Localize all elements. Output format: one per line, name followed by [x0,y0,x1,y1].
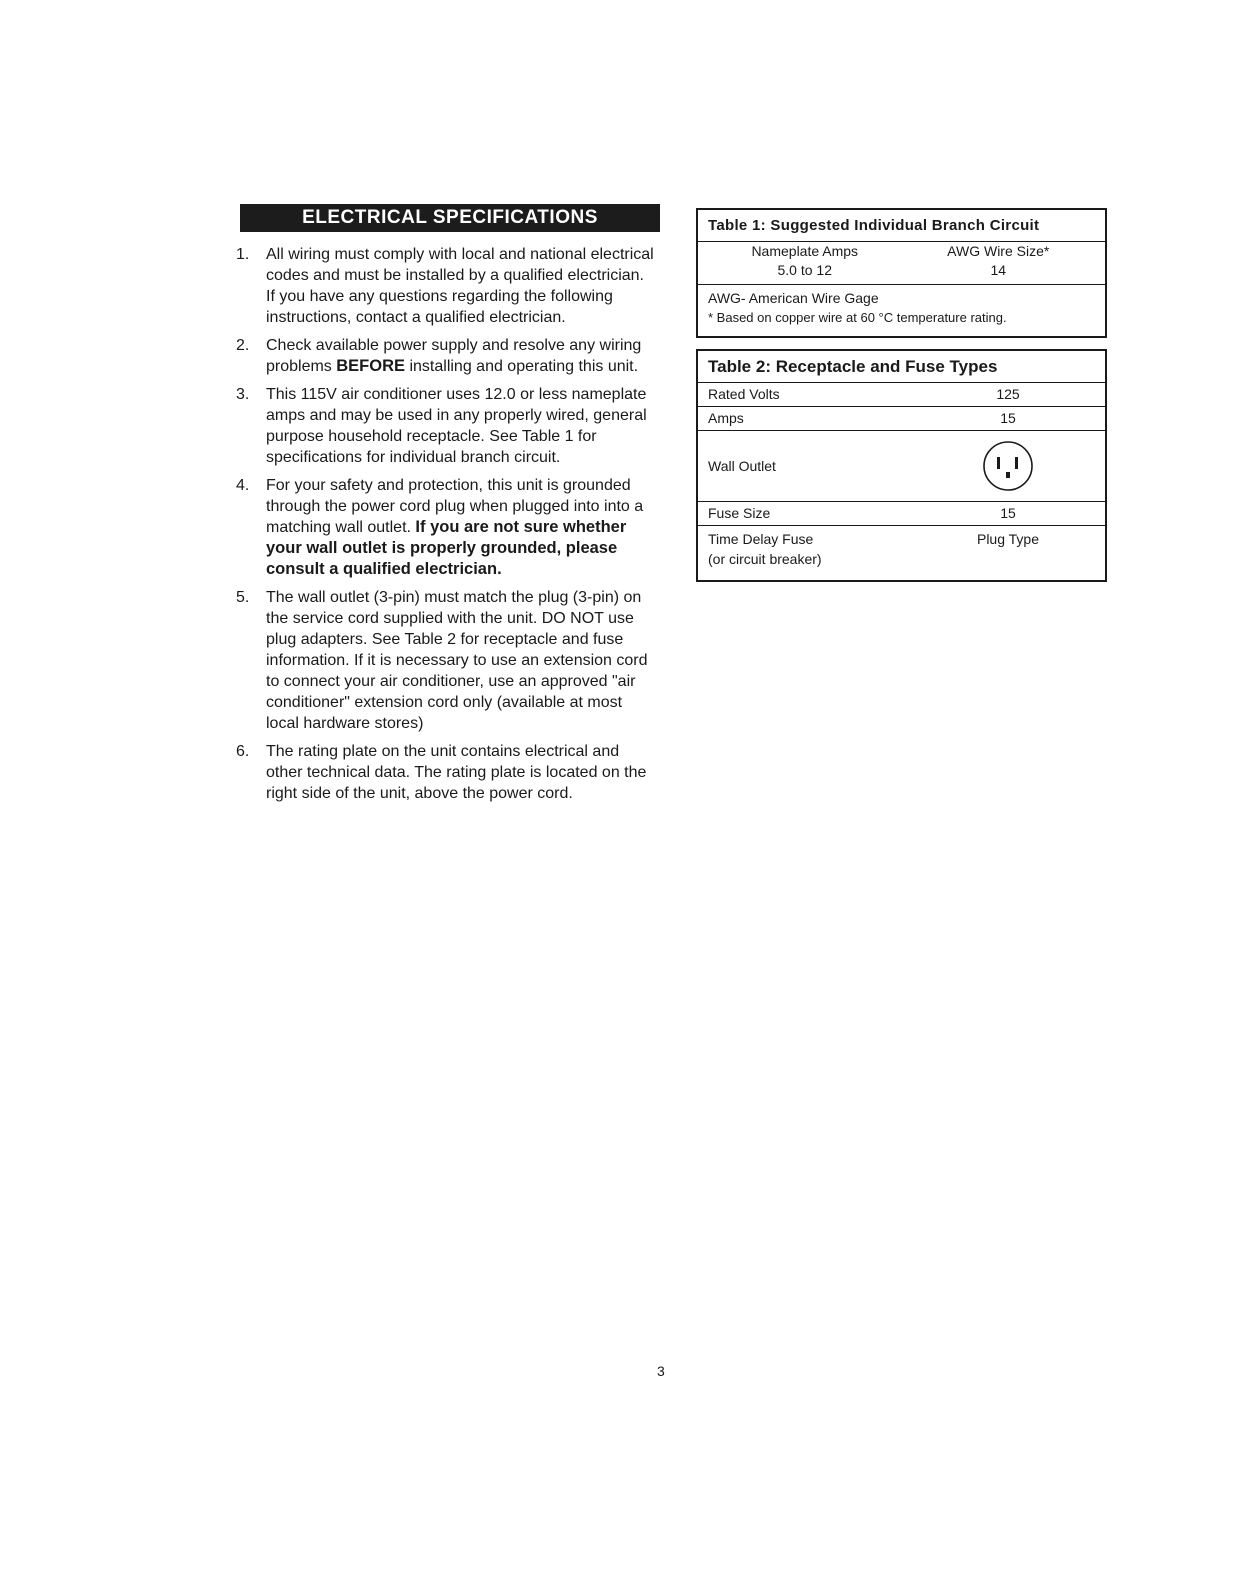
row-sublabel: (or circuit breaker) [708,551,822,567]
step-text: This 115V air conditioner uses 12.0 or less nameplate amps and may be used in any properly wired, general purpose household receptacle. See Table 1 for specifications for individual branch circuit. [266,386,647,466]
step-text-bold: If you are not sure whether your wall outlet is properly grounded, please consult a qualified electrician. [266,518,627,578]
table-branch-circuit [696,208,1107,338]
step-text: For your safety and protection, this unit is grounded through the power cord plug when plugged into into a matching wall outlet. [266,477,644,536]
row-label: Time Delay Fuse [708,531,814,547]
table-row [698,383,1105,407]
table-row [698,526,1105,569]
table-notes [698,285,1105,331]
row-label: Rated Volts [708,386,780,402]
step-number: 5. [236,589,250,606]
table-title: Table 1: Suggested Individual Branch Circuit [698,210,1105,242]
list-item [236,244,656,328]
step-text-bold: BEFORE [336,357,406,375]
row-label: Fuse Size [708,505,771,521]
row-value: 15 [1000,505,1016,521]
table-title: Table 2: Receptacle and Fuse Types [698,351,1105,383]
instruction-list [236,244,656,811]
table-row [698,431,1105,502]
table-footnote: * Based on copper wire at 60 °C temperature rating. [708,310,1007,325]
list-item [236,587,656,734]
outlet-icon [978,439,1038,496]
step-number: 1. [236,246,250,263]
column-header: Nameplate Amps [751,243,859,259]
step-number: 4. [236,477,250,494]
list-item [236,475,656,580]
table-receptacle-fuse [696,349,1107,582]
table-cell: 5.0 to 12 [777,262,832,278]
column-header: AWG Wire Size* [947,243,1050,259]
list-item [236,335,656,377]
table-row [698,407,1105,431]
step-number: 2. [236,337,250,354]
row-value: 125 [996,386,1020,402]
table-row [698,502,1105,526]
step-text: The rating plate on the unit contains electrical and other technical data. The rating plate is located on the right side of the unit, above the power cord. [266,743,647,802]
table-note: AWG- American Wire Gage [708,290,879,306]
step-text: All wiring must comply with local and national electrical codes and must be installed by a qualified electrician. If you have any questions regarding the following instructions, contact a qualified electrician. [266,246,654,326]
step-text: installing and operating this unit. [405,358,639,375]
row-value: Plug Type [976,531,1039,547]
table-header-row [698,242,1105,261]
row-label: Wall Outlet [708,458,776,474]
section-header: ELECTRICAL SPECIFICATIONS [240,204,660,232]
table-cell: 14 [990,262,1007,278]
list-item [236,384,656,468]
list-item [236,741,656,804]
step-text: Check available power supply and resolve any wiring problems [266,337,642,375]
row-value: 15 [1000,410,1016,426]
step-number: 6. [236,743,250,760]
step-text: The wall outlet (3-pin) must match the plug (3-pin) on the service cord supplied with the unit. DO NOT use plug adapters. See Table 2 for receptacle and fuse information. If it is necessary to use an extension cord to connect your air conditioner, use an approved "air conditioner" extension cord only (available at most local hardware stores) [266,589,648,732]
outlet-icon-svg [978,439,1038,493]
page-number: 3 [657,1363,665,1379]
step-number: 3. [236,386,250,403]
table-row [698,261,1105,285]
row-label: Amps [708,410,744,426]
